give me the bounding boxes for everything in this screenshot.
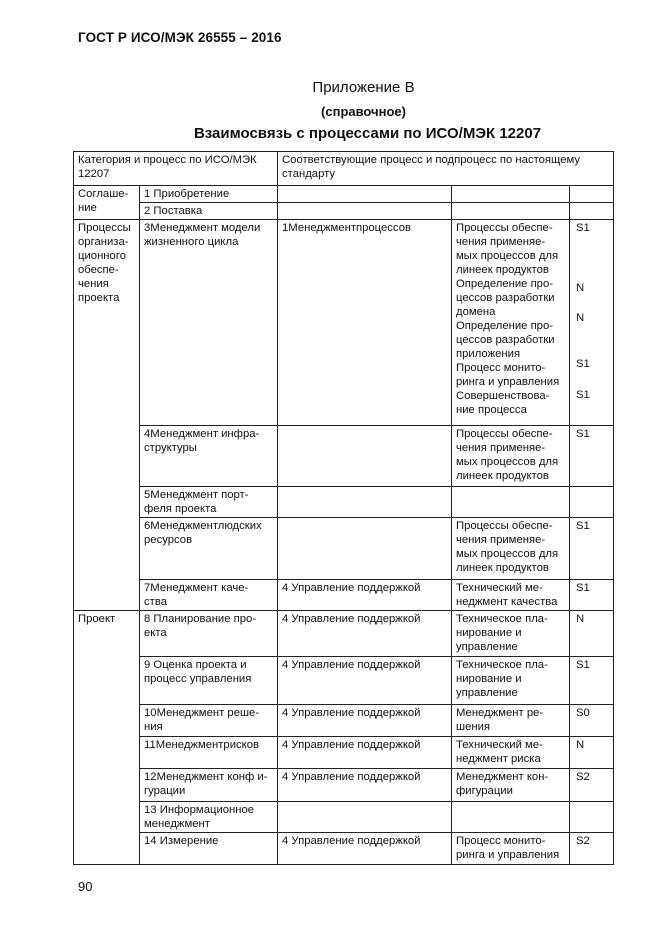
- process-project-assessment: 9 Оценка проекта и процесс управления: [140, 657, 278, 705]
- corresponding-process: 4 Управление поддержкой: [278, 611, 452, 657]
- corresponding-process: 4 Управление поддержкой: [278, 737, 452, 769]
- subprocess: Совершенствова- ние процесса: [456, 390, 550, 416]
- appendix-heading: Взаимосвязь с процессами по ИСО/МЭК 12207: [193, 125, 542, 142]
- process-configuration: 12Менеджмент конф и- гурации: [140, 769, 278, 802]
- table-row: [74, 769, 614, 802]
- code: N: [570, 611, 614, 657]
- process-supply: 2 Поставка: [140, 203, 278, 220]
- subprocess: Менеджмент кон- фигурации: [452, 769, 570, 802]
- corresponding-process: 4 Управление поддержкой: [278, 769, 452, 802]
- process-portfolio: 5Менеджмент порт- феля проекта: [140, 487, 278, 518]
- corresponding-process: 4 Управление поддержкой: [278, 833, 452, 865]
- corresponding-process: 1Менеджментпроцессов: [278, 220, 452, 426]
- code: S1: [570, 657, 614, 705]
- code: N: [576, 282, 585, 294]
- code-list: [570, 220, 614, 426]
- appendix-title: Приложение В: [312, 79, 415, 96]
- process-lifecycle-model: 3Менеджмент модели жизненного цикла: [140, 220, 278, 426]
- subprocess: Процесс монито- ринга и управления: [452, 833, 570, 865]
- table-row: [74, 220, 614, 426]
- table-header-row: [74, 152, 614, 186]
- process-mapping-table: [73, 151, 614, 865]
- process-information: 13 Информационное менеджмент: [140, 802, 278, 833]
- table-row: [74, 580, 614, 611]
- appendix-subtitle: (справочное): [321, 104, 406, 119]
- subprocess: Менеджмент ре- шения: [452, 705, 570, 737]
- category-agreement: Соглаше- ние: [74, 186, 140, 220]
- code: N: [570, 737, 614, 769]
- page-number: 90: [78, 879, 93, 894]
- table-row: [74, 611, 614, 657]
- code: S1: [576, 222, 590, 234]
- code: S1: [570, 580, 614, 611]
- code: N: [576, 312, 585, 324]
- subprocess: Техническое пла- нирование и управление: [452, 657, 570, 705]
- subprocess: Техническое пла- нирование и управление: [452, 611, 570, 657]
- table-row: [74, 705, 614, 737]
- process-infrastructure: 4Менеджмент инфра- структуры: [140, 426, 278, 487]
- table-row: [74, 426, 614, 487]
- subprocess: Технический ме- неджмент качества: [452, 580, 570, 611]
- category-project: Проект: [74, 611, 140, 865]
- corresponding-process: 4 Управление поддержкой: [278, 580, 452, 611]
- table-row: [74, 518, 614, 580]
- table-row: [74, 203, 614, 220]
- table-row: [74, 833, 614, 865]
- table-row: [74, 487, 614, 518]
- code: S1: [576, 358, 590, 370]
- subprocess-list: [452, 220, 570, 426]
- code: S2: [570, 769, 614, 802]
- subprocess: Определение про- цессов разработки домена: [456, 278, 555, 318]
- process-risk: 11Менеджментрисков: [140, 737, 278, 769]
- code: S1: [576, 389, 590, 401]
- subprocess: Процессы обеспе- чения применяе- мых процессов для линеек продуктов: [452, 426, 570, 487]
- process-quality: 7Менеджмент каче- ства: [140, 580, 278, 611]
- subprocess: Процессы обеспе- чения применяе- мых процессов для линеек продуктов: [456, 222, 559, 276]
- table-row: [74, 657, 614, 705]
- table-row: [74, 186, 614, 203]
- process-acquisition: 1 Приобретение: [140, 186, 278, 203]
- subprocess: Процесс монито- ринга и управления: [456, 362, 560, 388]
- corresponding-process: 4 Управление поддержкой: [278, 705, 452, 737]
- subprocess: Технический ме- неджмент риска: [452, 737, 570, 769]
- table-row: [74, 737, 614, 769]
- category-org-support: Процессы организа- ционного обеспе- чения проекта: [74, 220, 140, 611]
- subprocess: Определение про- цессов разработки приложения: [456, 320, 555, 360]
- code: S1: [570, 426, 614, 487]
- corresponding-process: 4 Управление поддержкой: [278, 657, 452, 705]
- code: S0: [570, 705, 614, 737]
- subprocess: Процессы обеспе- чения применяе- мых процессов для линеек продуктов: [452, 518, 570, 580]
- process-project-planning: 8 Планирование про- екта: [140, 611, 278, 657]
- header-iso12207-category: Категория и процесс по ИСО/МЭК 12207: [74, 152, 278, 186]
- code: S1: [570, 518, 614, 580]
- table-row: [74, 802, 614, 833]
- code: S2: [570, 833, 614, 865]
- process-measurement: 14 Измерение: [140, 833, 278, 865]
- process-decision: 10Менеджмент реше- ния: [140, 705, 278, 737]
- header-corresponding-process: Соответствующие процесс и подпроцесс по настоящему стандарту: [278, 152, 614, 186]
- document-header: ГОСТ Р ИСО/МЭК 26555 – 2016: [78, 30, 282, 45]
- process-human-resources: 6Менеджментлюдских ресурсов: [140, 518, 278, 580]
